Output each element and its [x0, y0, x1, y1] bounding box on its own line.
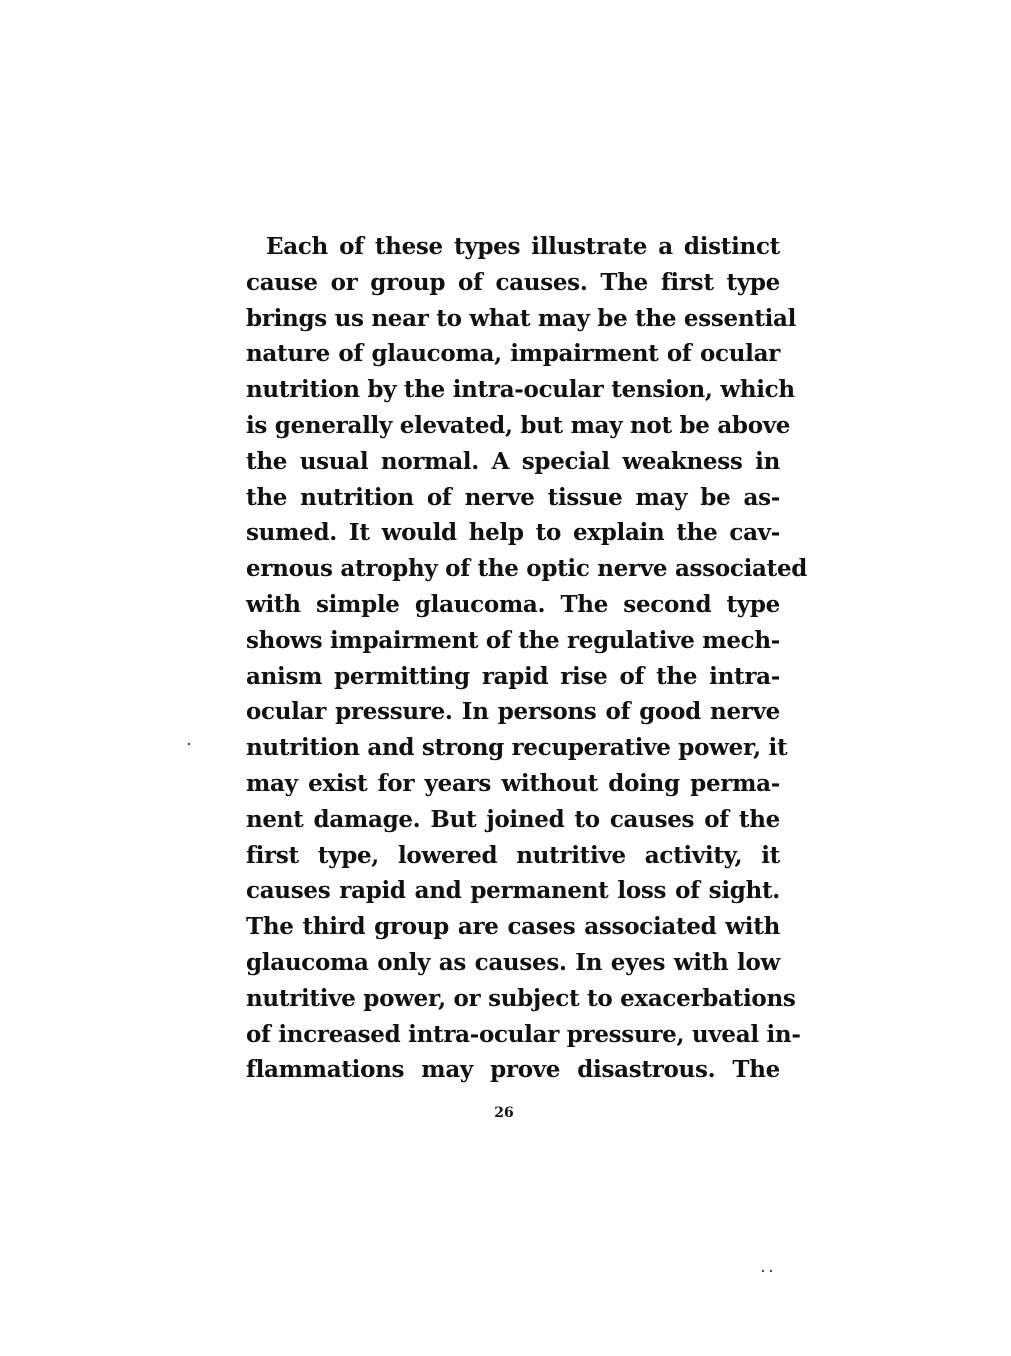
text-line: the nutrition of nerve tissue may be as- — [246, 483, 780, 511]
text-line: the usual normal. A special weakness in — [246, 447, 780, 475]
text-line: nent damage. But joined to causes of the — [246, 805, 780, 833]
text-line: brings us near to what may be the essential — [246, 304, 797, 332]
page-number: 26 — [494, 1105, 514, 1121]
text-line: is generally elevated, but may not be above — [246, 411, 791, 439]
text-line: flammations may prove disastrous. The — [246, 1056, 780, 1084]
text-line: The third group are cases associated with — [246, 913, 780, 941]
scan-speck — [762, 1270, 764, 1272]
scan-speck — [770, 1270, 772, 1272]
text-line: causes rapid and permanent loss of sight. — [246, 877, 780, 905]
text-line: nutrition by the intra-ocular tension, which — [246, 376, 795, 404]
text-line: ocular pressure. In persons of good nerve — [246, 698, 780, 726]
text-line: anism permitting rapid rise of the intra- — [246, 662, 780, 690]
text-line: shows impairment of the regulative mech- — [246, 626, 781, 654]
text-line: nature of glaucoma, impairment of ocular — [246, 340, 780, 368]
text-line: may exist for years without doing perma- — [246, 769, 780, 797]
body-text — [246, 229, 808, 1088]
text-line: sumed. It would help to explain the cav- — [246, 519, 780, 547]
text-line: cause or group of causes. The first type — [246, 268, 780, 296]
text-line: nutritive power, or subject to exacerbations — [246, 984, 796, 1012]
scan-speck — [188, 743, 190, 745]
text-line: first type, lowered nutritive activity, it — [246, 841, 780, 869]
text-line: Each of these types illustrate a distinct — [266, 233, 780, 260]
text-line: with simple glaucoma. The second type — [246, 590, 780, 618]
text-line: glaucoma only as causes. In eyes with low — [246, 948, 780, 976]
text-line: ernous atrophy of the optic nerve associated — [246, 555, 808, 583]
text-line: nutrition and strong recuperative power, it — [246, 734, 788, 762]
text-line: of increased intra-ocular pressure, uveal in- — [246, 1020, 801, 1048]
